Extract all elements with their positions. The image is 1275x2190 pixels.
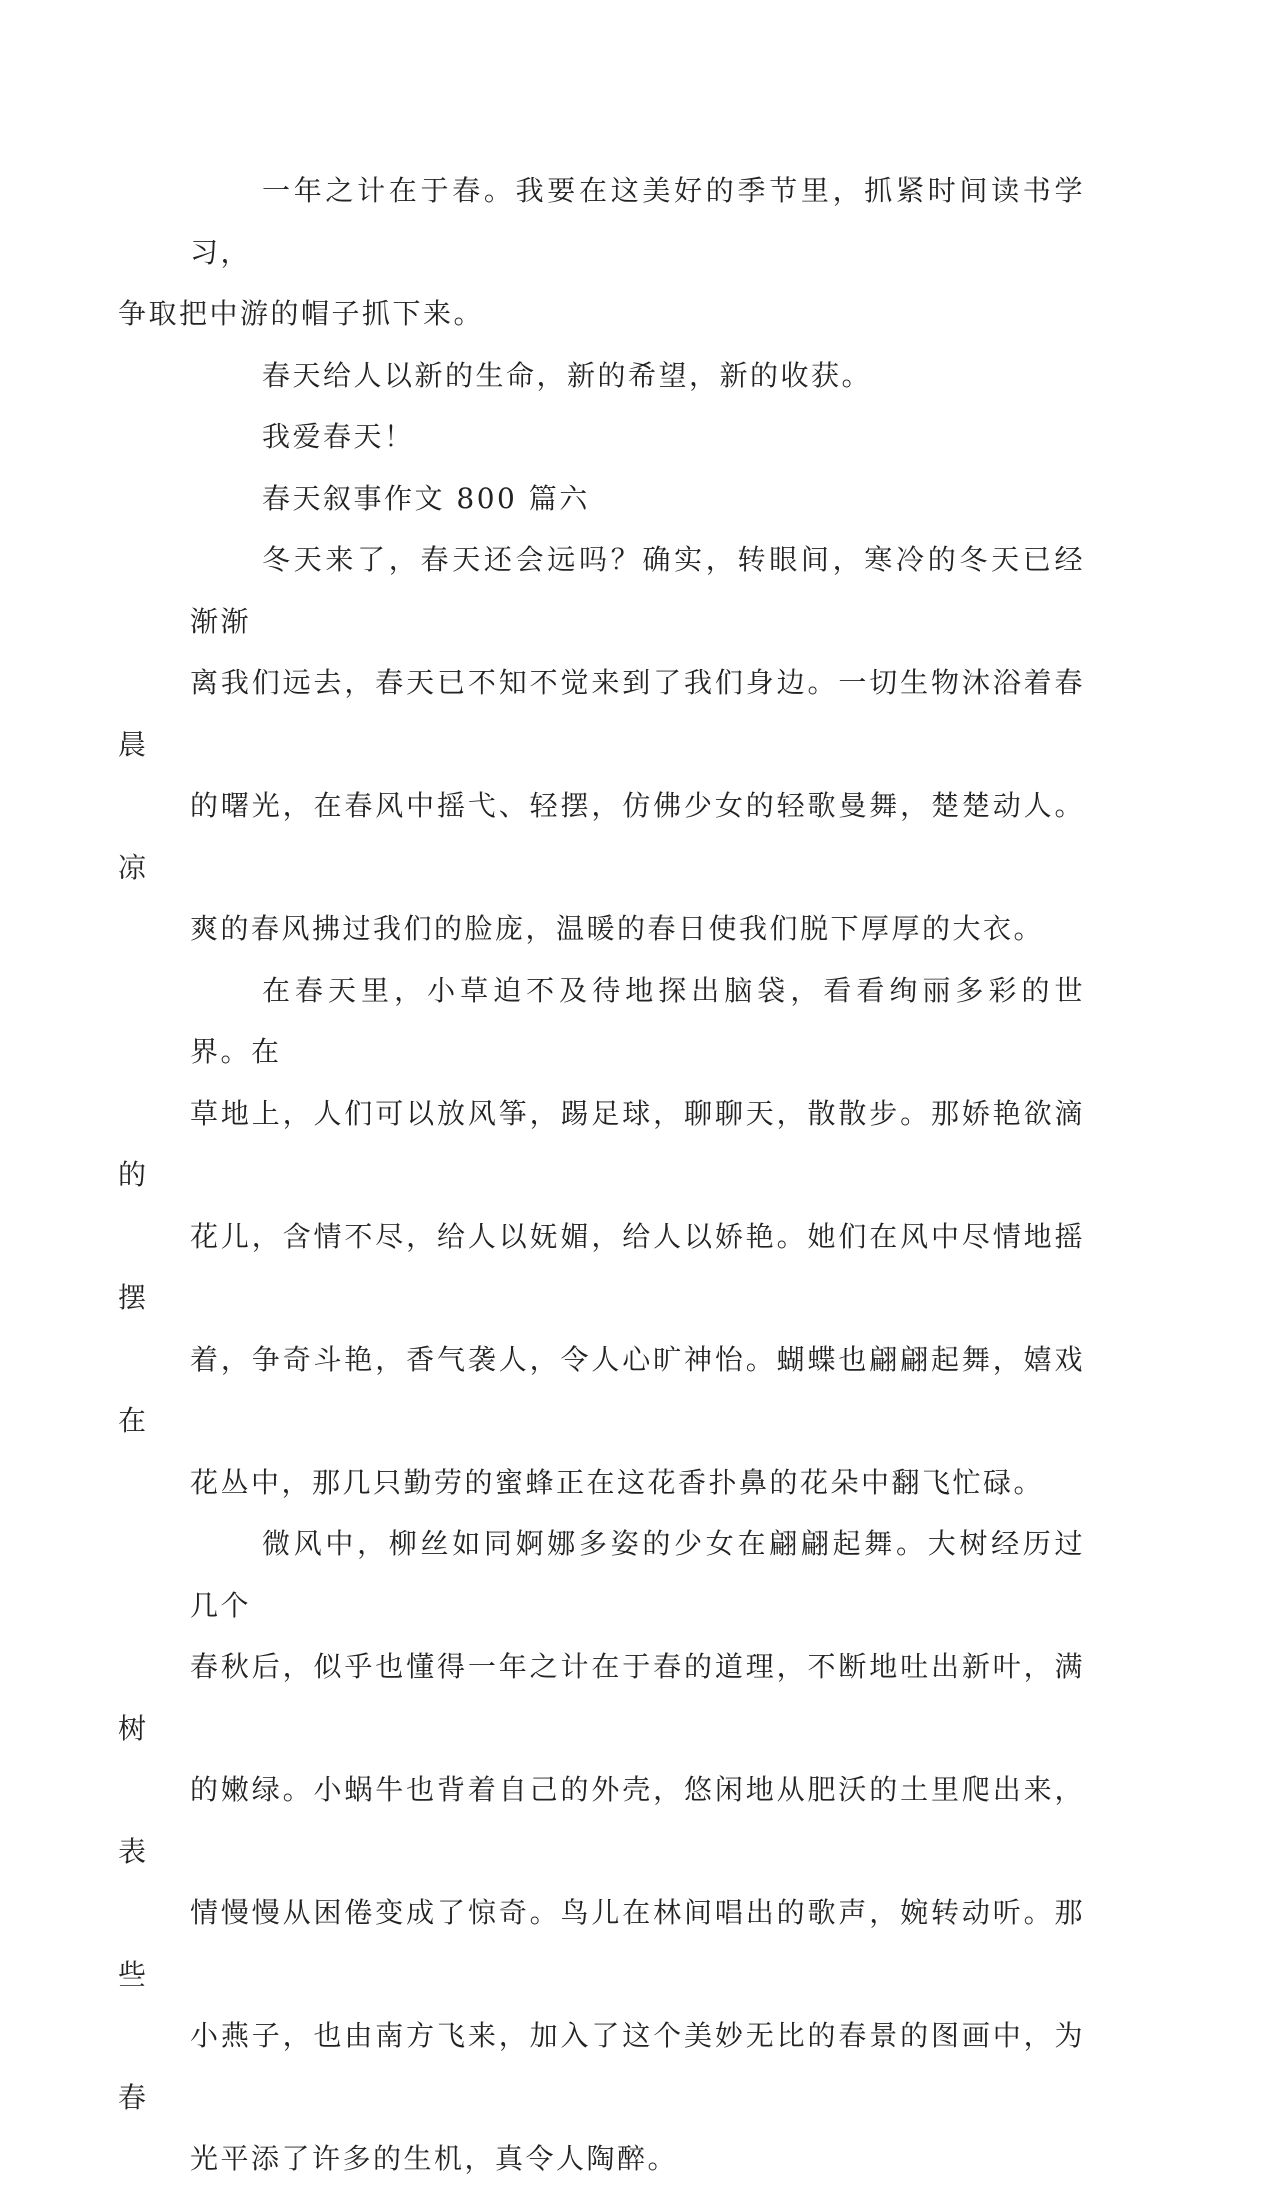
paragraph-7: [118, 1513, 1085, 2190]
heading-text: 春天叙事作文 800 篇六: [262, 481, 590, 515]
paragraph-5: [118, 529, 1085, 960]
document-body: [118, 160, 1085, 2190]
text-line: 在春天里，小草迫不及待地探出脑袋，看看绚丽多彩的世界。在: [190, 973, 1085, 1068]
text-line: 小燕子，也由南方飞来，加入了这个美妙无比的春景的图画中，为春: [118, 2019, 1085, 2114]
text-line: 的曙光，在春风中摇弋、轻摆，仿佛少女的轻歌曼舞，楚楚动人。凉: [118, 789, 1085, 884]
text-line: 我爱春天！: [262, 420, 415, 453]
text-line: 春秋后，似乎也懂得一年之计在于春的道理，不断地吐出新叶，满树: [118, 1650, 1085, 1745]
text-line: 争取把中游的帽子抓下来。: [118, 297, 485, 330]
text-line: 离我们远去，春天已不知不觉来到了我们身边。一切生物沐浴着春晨: [118, 666, 1085, 761]
text-line: 冬天来了，春天还会远吗？确实，转眼间，寒冷的冬天已经渐渐: [190, 543, 1085, 638]
paragraph-3: [190, 406, 1085, 468]
section-heading: [190, 468, 1085, 530]
text-line: 情慢慢从困倦变成了惊奇。鸟儿在林间唱出的歌声，婉转动听。那些: [118, 1896, 1085, 1991]
text-line: 花儿，含情不尽，给人以妩媚，给人以娇艳。她们在风中尽情地摇摆: [118, 1219, 1085, 1314]
text-line: 着，争奇斗艳，香气袭人，令人心旷神怡。蝴蝶也翩翩起舞，嬉戏在: [118, 1342, 1085, 1437]
text-line: 光平添了许多的生机，真令人陶醉。: [190, 2142, 679, 2175]
paragraph-2: [190, 345, 1085, 407]
text-line: 爽的春风拂过我们的脸庞，温暖的春日使我们脱下厚厚的大衣。: [190, 912, 1045, 945]
text-line: 微风中，柳丝如同婀娜多姿的少女在翩翩起舞。大树经历过几个: [190, 1527, 1085, 1622]
text-line: 一年之计在于春。我要在这美好的季节里，抓紧时间读书学习，: [190, 174, 1085, 269]
text-line: 春天给人以新的生命，新的希望，新的收获。: [262, 358, 873, 392]
text-line: 的嫩绿。小蜗牛也背着自己的外壳，悠闲地从肥沃的土里爬出来，表: [118, 1773, 1085, 1868]
text-line: 花丛中，那几只勤劳的蜜蜂正在这花香扑鼻的花朵中翻飞忙碌。: [190, 1465, 1045, 1499]
paragraph-1: [118, 160, 1085, 345]
text-line: 草地上，人们可以放风筝，踢足球，聊聊天，散散步。那娇艳欲滴的: [118, 1096, 1085, 1191]
paragraph-6: [118, 960, 1085, 1514]
